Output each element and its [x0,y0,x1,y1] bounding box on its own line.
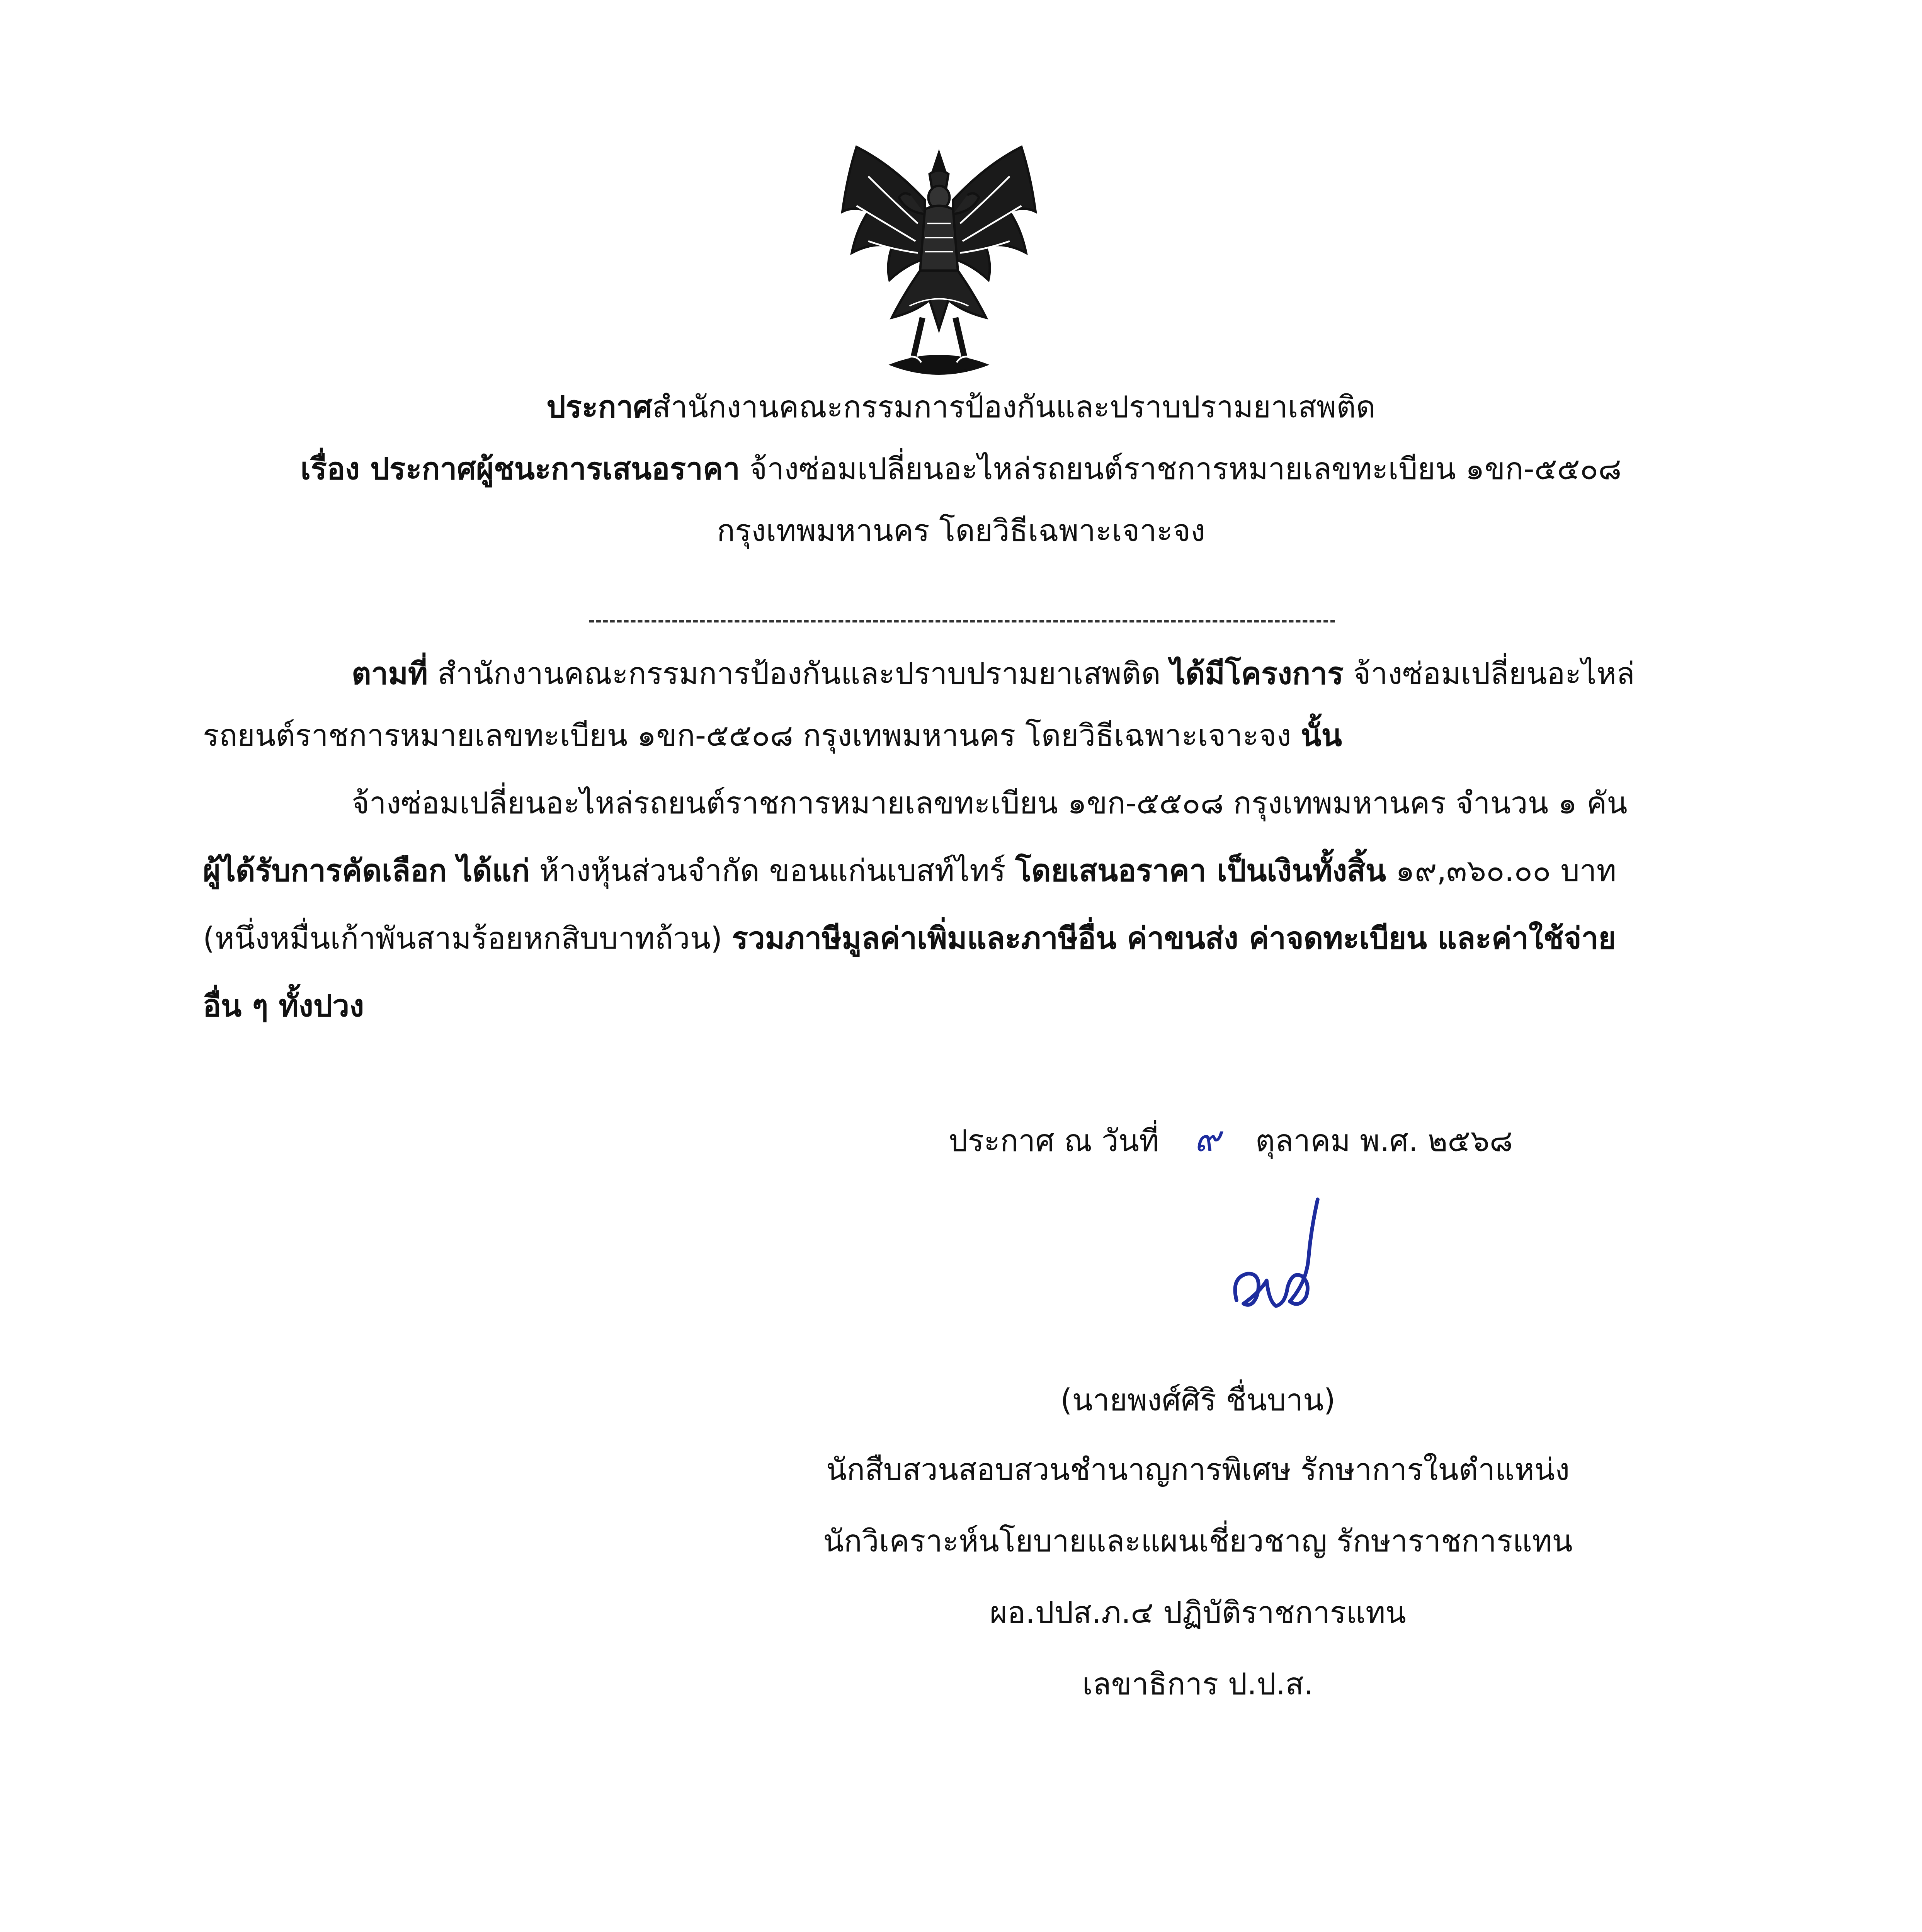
p1-project-text-cont: รถยนต์ราชการหมายเลขทะเบียน ๑ขก-๕๕๐๘ กรุงเทพมหานคร โดยวิธีเฉพาะเจาะจง [203,718,1301,753]
p1-agency: สำนักงานคณะกรรมการป้องกันและปราบปรามยาเสพติด [428,656,1170,691]
signer-name: (นายพงศ์ศิริ ชื่นบาน) [1060,1383,1335,1418]
p1-project-text: จ้างซ่อมเปลี่ยนอะไหล่ [1343,656,1635,691]
garuda-emblem-icon [821,141,1057,388]
signer-position-3: ผอ.ปปส.ภ.๔ ปฏิบัติราชการแทน [990,1595,1406,1630]
price-in-words: (หนึ่งหมื่นเก้าพันสามร้อยหกสิบบาทถ้วน) [203,921,732,956]
price-label: โดยเสนอราคา เป็นเงินทั้งสิ้น [1015,854,1386,888]
paragraph-2-line-3 [203,922,1616,956]
paragraph-2-line-2 [203,854,1616,889]
price-includes: รวมภาษีมูลค่าเพิ่มและภาษีอื่น ค่าขนส่ง ค่าจดทะเบียน และค่าใช้จ่าย [732,921,1616,956]
signer-position-2: นักวิเคราะห์นโยบายและแผนเชี่ยวชาญ รักษาราชการแทน [823,1524,1573,1559]
date-day-handwritten: ๙ [1194,1118,1220,1160]
p1-label: ตามที่ [352,656,428,691]
paragraph-1-line-2 [203,719,1342,753]
title-prefix: ประกาศ [546,390,653,425]
winner-label: ผู้ได้รับการคัดเลือก ได้แก่ [203,854,530,888]
signer-position-4: เลขาธิการ ป.ป.ส. [1082,1667,1313,1702]
p1-end: นั้น [1301,718,1342,753]
paragraph-2-line-4 [203,989,364,1024]
title-agency: สำนักงานคณะกรรมการป้องกันและปราบปรามยาเสพติด [652,390,1376,425]
announcement-date [949,1119,1513,1160]
subject-text: จ้างซ่อมเปลี่ยนอะไหล่รถยนต์ราชการหมายเลขทะเบียน ๑ขก-๕๕๐๘ [740,452,1622,486]
p1-project-label: ได้มีโครงการ [1170,656,1344,691]
announcement-subject [0,452,1922,487]
paragraph-2-line-1: จ้างซ่อมเปลี่ยนอะไหล่รถยนต์ราชการหมายเลขทะเบียน ๑ขก-๕๕๐๘ กรุงเทพมหานคร จำนวน ๑ คัน [352,786,1628,821]
date-month-year: ตุลาคม พ.ศ. ๒๕๖๘ [1255,1124,1513,1158]
announcement-title [0,390,1922,425]
price-amount: ๑๙,๓๖๐.๐๐ บาท [1386,854,1617,888]
paragraph-1-line-1 [352,657,1635,692]
winner-name: ห้างหุ้นส่วนจำกัด ขอนแก่นเบสท์ไทร์ [529,854,1015,888]
price-includes-end: อื่น ๆ ทั้งปวง [203,989,364,1024]
announcement-subject-line2: กรุงเทพมหานคร โดยวิธีเฉพาะเจาะจง [717,514,1205,548]
date-prefix: ประกาศ ณ วันที่ [949,1124,1159,1158]
signer-position-1: นักสืบสวนสอบสวนชำนาญการพิเศษ รักษาการในตำแหน่ง [826,1452,1570,1487]
separator-line [589,620,1335,622]
handwritten-signature-icon [1225,1190,1341,1329]
subject-label: เรื่อง ประกาศผู้ชนะการเสนอราคา [300,452,740,486]
